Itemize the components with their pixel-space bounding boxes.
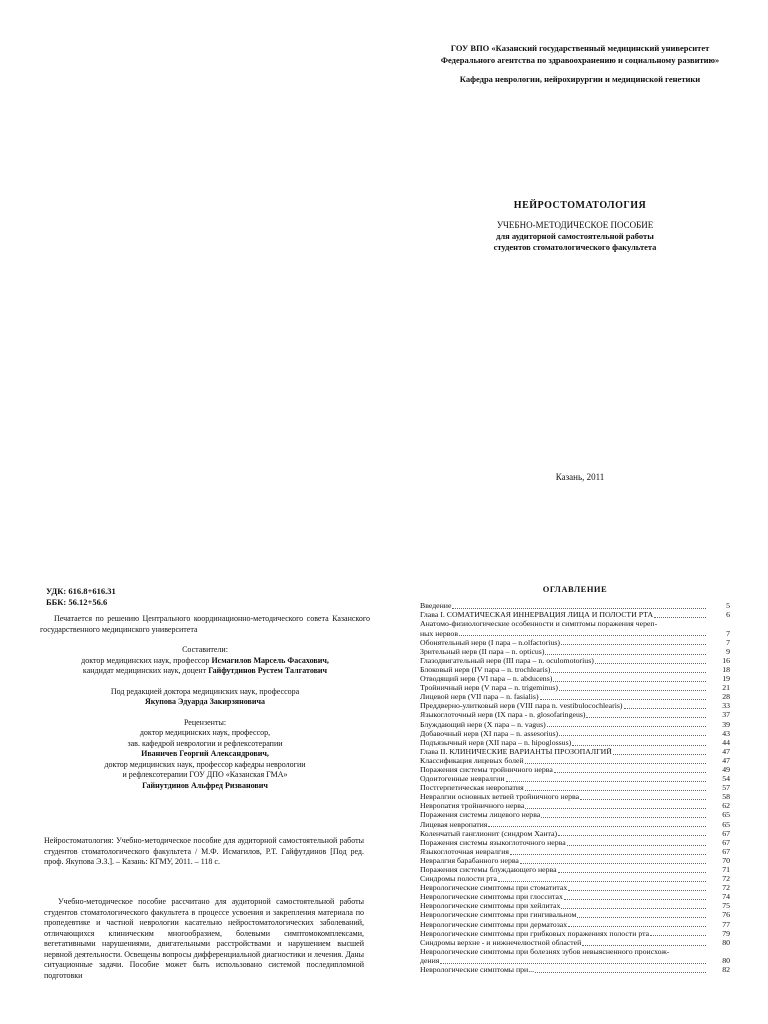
toc-entry bbox=[420, 602, 730, 611]
toc-entry-text: Тройничный нерв (V пара – n. trigeminus) bbox=[420, 684, 558, 693]
toc-page-number: 70 bbox=[722, 856, 730, 865]
toc-page-number: 82 bbox=[722, 965, 730, 975]
compiler-name: Исмагилов Марсель Фасахович, bbox=[211, 655, 329, 665]
compiler-credentials: доктор медицинских наук, профессор bbox=[81, 655, 212, 665]
compilers-label: Составители: bbox=[182, 645, 228, 654]
reviewers-label: Рецензенты: bbox=[183, 717, 227, 727]
toc-leader-dots bbox=[553, 681, 706, 682]
toc-leader-dots bbox=[554, 772, 706, 773]
toc-entry bbox=[420, 620, 730, 629]
toc-leader-dots bbox=[547, 726, 706, 727]
toc-entry bbox=[420, 857, 730, 866]
toc-entry-text: Неврологические симптомы при дерматозах bbox=[420, 920, 568, 929]
toc-entry-text: Неврологические симптомы при глосситах bbox=[420, 893, 563, 902]
toc-entry-text: Глава II. КЛИНИЧЕСКИЕ ВАРИАНТЫ ПРОЗОПАЛГИЙ bbox=[420, 747, 612, 756]
toc-entry bbox=[420, 966, 730, 975]
toc-page-number: 47 bbox=[722, 756, 730, 765]
book-title: НЕЙРОСТОМАТОЛОГИЯ bbox=[513, 200, 647, 211]
toc-page-number: 47 bbox=[722, 747, 730, 756]
toc-entry-text: Подъязычный нерв (XII пара – n. hipoglossus) bbox=[420, 738, 572, 747]
subtitle-line: студентов стоматологического факультета bbox=[493, 242, 657, 252]
toc-entry-text: Глава I. СОМАТИЧЕСКАЯ ИННЕРВАЦИЯ ЛИЦА И ПОЛОСТИ РТА bbox=[420, 611, 654, 620]
print-decision: Печатается по решению Центрального координационно-методического совета Казанского государственного медицинского университета bbox=[40, 614, 370, 634]
toc-entry-text: Добавочный нерв (XI пара – n. assesorius) bbox=[420, 729, 559, 738]
toc-leader-dots bbox=[572, 745, 706, 746]
toc-entry-text: Введение bbox=[420, 602, 452, 611]
toc-leader-dots bbox=[440, 963, 706, 964]
toc-leader-dots bbox=[580, 799, 706, 800]
reviewer-name: Иваничев Георгий Александрович, bbox=[141, 749, 269, 758]
toc-page-number: 67 bbox=[722, 847, 730, 856]
toc-entry bbox=[420, 893, 730, 902]
toc-entry-text: Синдромы верхне - и нижнечелюстной областей bbox=[420, 938, 582, 947]
toc-page-number: 7 bbox=[726, 638, 730, 647]
toc-entry-text: Неврологические симптомы при... bbox=[420, 966, 535, 975]
toc-page-number: 72 bbox=[722, 883, 730, 893]
toc-leader-dots bbox=[558, 872, 706, 873]
department-name: Кафедра неврологии, нейрохирургии и медицинской генетики bbox=[459, 74, 701, 84]
toc-entry bbox=[420, 875, 730, 884]
toc-entry-text: Неврологические симптомы при болезнях зубов невыясненного происхож- bbox=[420, 947, 670, 956]
toc-page-number: 21 bbox=[722, 683, 730, 693]
toc-entry bbox=[420, 729, 730, 738]
toc-leader-dots bbox=[540, 699, 706, 700]
agency-name: Федерального агентства по здравоохранению и социальному развитию» bbox=[440, 55, 720, 65]
toc-entry bbox=[420, 693, 730, 702]
toc-leader-dots bbox=[506, 781, 707, 782]
toc-entry-text: Поражения системы тройничного нерва bbox=[420, 765, 553, 774]
editor bbox=[40, 687, 370, 708]
toc-entry-text: Неврологические симптомы при хейлитах bbox=[420, 902, 561, 911]
toc-page-number: 65 bbox=[722, 811, 730, 820]
toc-entry bbox=[420, 766, 730, 775]
book-subtitle bbox=[440, 220, 710, 253]
toc-entry-text: Лицевая невропатия bbox=[420, 820, 488, 829]
toc-entry-text: Невралгии основных ветвей тройничного нерва bbox=[420, 793, 580, 802]
toc-page-number: 9 bbox=[726, 647, 730, 656]
toc-entry-text: Поражения системы блуждающего нерва bbox=[420, 866, 557, 875]
toc-page-number: 67 bbox=[722, 838, 730, 847]
reviewers bbox=[40, 718, 370, 792]
toc-leader-dots bbox=[624, 708, 707, 709]
toc-entry-text: Блоковый нерв (IV пара – n. trochlearis) bbox=[420, 665, 551, 674]
toc-entry bbox=[420, 684, 730, 693]
toc-entry-text: Отводящий нерв (VI пара – n. abducens) bbox=[420, 675, 553, 684]
toc-leader-dots bbox=[498, 881, 706, 882]
toc-entry-text: Блуждающий нерв (X пара – n. vagus) bbox=[420, 720, 546, 729]
udk-code: УДК: 616.8+616.31 bbox=[46, 586, 116, 596]
city-year: Казань, 2011 bbox=[555, 472, 605, 482]
reviewer-credentials: и рефлексотерапии ГОУ ДПО «Казанская ГМА» bbox=[122, 770, 288, 779]
toc-leader-dots bbox=[568, 926, 706, 927]
toc-leader-dots bbox=[488, 826, 706, 827]
toc-page-number: 57 bbox=[722, 783, 730, 793]
subtitle-line: УЧЕБНО-МЕТОДИЧЕСКОЕ ПОСОБИЕ bbox=[496, 220, 654, 230]
reviewer-credentials: доктор медицинских наук, профессор, bbox=[139, 728, 271, 737]
toc-entry bbox=[420, 738, 730, 747]
toc-entry-text: Анатомо-физиологические особенности и симптомы поражения череп- bbox=[420, 620, 658, 629]
toc-leader-dots bbox=[551, 672, 706, 673]
toc-entry bbox=[420, 702, 730, 711]
title-page-header bbox=[415, 42, 745, 85]
toc-entry bbox=[420, 938, 730, 947]
toc-entry-text: Одонтогенные невралгии bbox=[420, 775, 505, 784]
toc-leader-dots bbox=[559, 735, 706, 736]
toc-leader-dots bbox=[595, 663, 706, 664]
toc-entry bbox=[420, 911, 730, 920]
toc-entry-text: Лицевой нерв (VII пара – n. fasialis) bbox=[420, 693, 539, 702]
toc-entry-text: Зрительный нерв (II пара – n. opticus) bbox=[420, 647, 545, 656]
toc-page-number: 39 bbox=[722, 720, 730, 729]
toc-leader-dots bbox=[545, 654, 706, 655]
compiler-credentials: кандидат медицинских наук, доцент bbox=[82, 666, 209, 675]
toc-entry bbox=[420, 775, 730, 784]
toc-page-number: 16 bbox=[722, 656, 730, 665]
toc-leader-dots bbox=[613, 754, 706, 755]
toc-page-number: 67 bbox=[722, 829, 730, 838]
toc-entry bbox=[420, 802, 730, 811]
toc-page-number: 28 bbox=[722, 692, 730, 702]
toc-entry-text: Коленчатый ганглионит (синдром Ханта) bbox=[420, 829, 558, 838]
toc-leader-dots bbox=[561, 908, 706, 909]
toc-entry bbox=[420, 838, 730, 847]
editor-name: Якупова Эдуарда Закирзяновича bbox=[145, 697, 265, 706]
toc-leader-dots bbox=[535, 972, 706, 973]
toc-entry-text: Языкоглоточная невралгия bbox=[420, 847, 509, 856]
toc-entry-text: Невропатия тройничного нерва bbox=[420, 802, 525, 811]
toc-page-number: 19 bbox=[722, 674, 730, 684]
toc-leader-dots bbox=[650, 935, 706, 936]
toc-entry-text: Преддверно-улитковый нерв (VIII пара n. vestibulocochlearis) bbox=[420, 702, 623, 711]
classification-codes bbox=[46, 586, 116, 608]
bbk-code: ББК: 56.12+56.6 bbox=[46, 597, 108, 607]
editor-credentials: Под редакцией доктора медицинских наук, профессора bbox=[110, 686, 300, 696]
toc-entry bbox=[420, 748, 730, 757]
toc-leader-dots bbox=[525, 790, 706, 791]
toc-leader-dots bbox=[452, 608, 706, 609]
toc-leader-dots bbox=[520, 863, 706, 864]
toc-entry bbox=[420, 784, 730, 793]
toc-page-number: 33 bbox=[722, 702, 730, 711]
toc-entry bbox=[420, 666, 730, 675]
toc-entry bbox=[420, 957, 730, 966]
toc-leader-dots bbox=[582, 945, 706, 946]
reviewer-credentials: зав. кафедрой неврологии и рефлексотерапии bbox=[127, 738, 283, 748]
toc-entry-text: Языкоглоточный нерв (IX пара - n. glosofaringeus) bbox=[420, 711, 586, 720]
toc-entry bbox=[420, 820, 730, 829]
toc-page-number: 72 bbox=[722, 874, 730, 884]
toc-page-number: 6 bbox=[726, 611, 730, 620]
toc-entry bbox=[420, 948, 730, 957]
university-name: ГОУ ВПО «Казанский государственный медицинский университет bbox=[450, 43, 710, 53]
toc-entry bbox=[420, 884, 730, 893]
toc-entry bbox=[420, 720, 730, 729]
toc-leader-dots bbox=[568, 890, 706, 891]
toc-entry-text: Неврологические симптомы при стоматитах bbox=[420, 884, 568, 893]
toc-entry bbox=[420, 929, 730, 938]
toc-entry-text: Глазодвигательный нерв (III пара – n. oculomotorius) bbox=[420, 656, 594, 665]
toc-entry bbox=[420, 711, 730, 720]
toc-entry-text: Поражения системы лицевого нерва bbox=[420, 811, 541, 820]
toc-entry bbox=[420, 902, 730, 911]
reviewer-credentials: доктор медицинских наук, профессор кафедры неврологии bbox=[104, 759, 306, 769]
toc-leader-dots bbox=[459, 635, 706, 636]
toc-leader-dots bbox=[654, 617, 706, 618]
table-of-contents bbox=[420, 602, 730, 975]
toc-leader-dots bbox=[586, 717, 706, 718]
toc-page-number: 77 bbox=[722, 920, 730, 929]
toc-entry bbox=[420, 793, 730, 802]
toc-page-number: 44 bbox=[722, 738, 730, 747]
toc-leader-dots bbox=[558, 835, 706, 836]
toc-entry-text: дения bbox=[420, 956, 440, 965]
toc-page-number: 75 bbox=[722, 902, 730, 911]
toc-entry bbox=[420, 757, 730, 766]
toc-entry-text: Обонятельный нерв (I пара – n.olfactorius) bbox=[420, 638, 560, 647]
toc-entry bbox=[420, 866, 730, 875]
compilers bbox=[40, 645, 370, 677]
toc-leader-dots bbox=[541, 817, 706, 818]
reviewer-name: Гайнутдинов Альфред Ризванович bbox=[142, 780, 268, 790]
toc-leader-dots bbox=[577, 917, 706, 918]
toc-leader-dots bbox=[559, 690, 706, 691]
toc-entry bbox=[420, 629, 730, 638]
toc-entry bbox=[420, 848, 730, 857]
toc-leader-dots bbox=[525, 808, 706, 809]
toc-page-number: 62 bbox=[722, 802, 730, 811]
toc-page-number: 54 bbox=[722, 774, 730, 784]
toc-page-number: 80 bbox=[722, 956, 730, 965]
toc-page-number: 43 bbox=[722, 729, 730, 738]
toc-entry-text: ных нервов bbox=[420, 629, 458, 638]
toc-entry-text: Неврологические симптомы при грибковых поражениях полости рта bbox=[420, 929, 650, 938]
toc-page-number: 7 bbox=[726, 629, 730, 638]
toc-page-number: 74 bbox=[722, 893, 730, 902]
toc-entry-text: Неврологические симптомы при гингивальном bbox=[420, 911, 577, 920]
toc-leader-dots bbox=[564, 899, 706, 900]
toc-entry bbox=[420, 611, 730, 620]
toc-entry-text: Постгерпетическая невропатия bbox=[420, 784, 524, 793]
toc-entry bbox=[420, 657, 730, 666]
toc-entry-text: Классификация лицевых болей bbox=[420, 756, 524, 765]
toc-entry bbox=[420, 647, 730, 656]
toc-page-number: 58 bbox=[722, 792, 730, 802]
toc-page-number: 80 bbox=[722, 938, 730, 947]
toc-entry bbox=[420, 675, 730, 684]
compiler-name: Гайфутдинов Рустем Талгатович bbox=[208, 666, 328, 675]
toc-page-number: 65 bbox=[722, 820, 730, 829]
toc-leader-dots bbox=[525, 763, 706, 764]
imprint-block bbox=[40, 614, 370, 801]
toc-entry bbox=[420, 829, 730, 838]
toc-page-number: 18 bbox=[722, 665, 730, 674]
toc-entry bbox=[420, 811, 730, 820]
toc-entry-text: Поражения системы языкоглоточного нерва bbox=[420, 838, 566, 847]
toc-entry-text: Невралгия барабанного нерва bbox=[420, 856, 519, 865]
toc-page-number: 5 bbox=[726, 602, 730, 611]
toc-entry bbox=[420, 920, 730, 929]
toc-page-number: 76 bbox=[722, 911, 730, 920]
toc-leader-dots bbox=[567, 845, 706, 846]
subtitle-line: для аудиторной самостоятельной работы bbox=[496, 231, 654, 241]
toc-page-number: 71 bbox=[722, 865, 730, 875]
toc-leader-dots bbox=[561, 644, 706, 645]
toc-title: ОГЛАВЛЕНИЕ bbox=[542, 584, 608, 594]
toc-entry bbox=[420, 638, 730, 647]
book-abstract: Учебно-методическое пособие рассчитано для аудиторной самостоятельной работы студентов стоматологического факультета в процессе усвоения и закрепления материала по пропедевтике и частной неврологии касательно нейростоматологических заболеваний, отличающихся клиническим многообразием, болевыми симптомокомплексами, вегетативными нарушениями, двигательными расстройствами и нарушением высшей нервной деятельности. Освещены вопросы дифференциальной диагностики и лечения. Даны ситуационные задачи. Пособие может быть использовано системой последипломной подготовки bbox=[44, 897, 364, 980]
toc-page-number: 79 bbox=[722, 929, 730, 938]
toc-entry-text: Синдромы полости рта bbox=[420, 875, 497, 884]
bibliographic-annotation: Нейростоматология: Учебно-методическое пособие для аудиторной самостоятельной работы студентов стоматологического факультета / М.Ф. Исмагилов, Р.Т. Гайфутдинов [Под ред. проф. Якупова Э.З.]. – Казань: КГМУ, 2011. – 118 с. bbox=[44, 836, 364, 866]
toc-page-number: 49 bbox=[722, 765, 730, 774]
toc-leader-dots bbox=[510, 854, 706, 855]
toc-page-number: 37 bbox=[722, 711, 730, 720]
